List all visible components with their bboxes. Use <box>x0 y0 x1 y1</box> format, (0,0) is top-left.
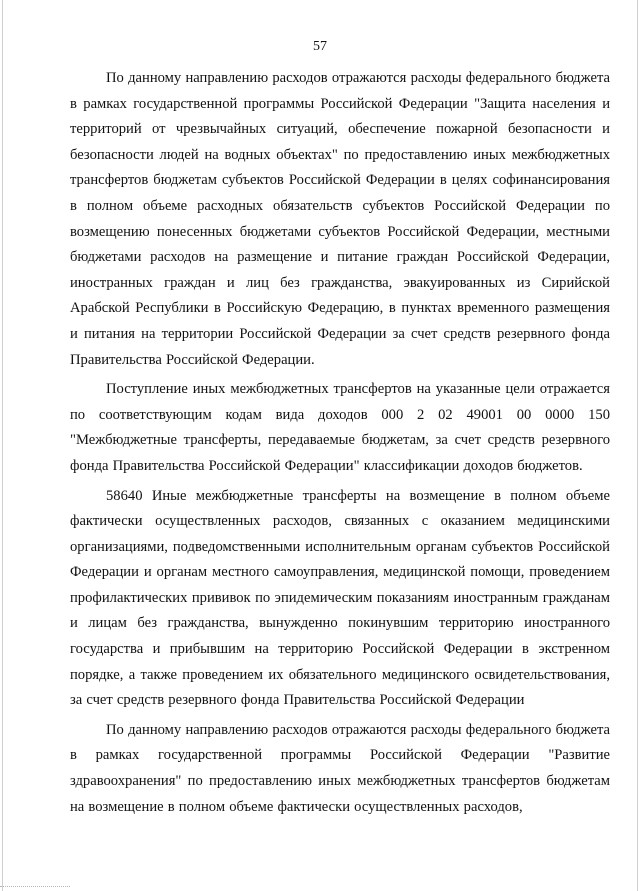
scan-edge-left <box>2 0 3 891</box>
page-number: 57 <box>313 39 327 54</box>
scan-edge-right <box>637 0 638 891</box>
paragraph-1: По данному направлению расходов отражаются расходы федерального бюджета в рамках государственной программы Российской Федерации "Защита населения и территорий от чрезвычайных ситуаций, обеспечение пожарной безопасности и безопасности людей на водных объектах" по предоставлению иных межбюджетных трансфертов бюджетам субъектов Российской Федерации в целях софинансирования в полном объеме расходных обязательств субъектов Российской Федерации по возмещению понесенных бюджетами субъектов Российской Федерации, местными бюджетами расходов на размещение и питание граждан Российской Федерации, иностранных граждан и лиц без гражданства, эвакуированных из Сирийской Арабской Республики в Российскую Федерацию, в пунктах временного размещения и питания на территории Российской Федерации за счет средств резервного фонда Правительства Российской Федерации. <box>70 70 610 368</box>
paragraph-4: По данному направлению расходов отражаются расходы федерального бюджета в рамках государственной программы Российской Федерации "Развитие здравоохранения" по предоставлению иных межбюджетных трансфертов бюджетам на возмещение в полном объеме фактически осуществленных расходов, <box>70 721 610 815</box>
scan-artifact <box>0 885 70 887</box>
document-body <box>70 66 610 824</box>
paragraph-2: Поступление иных межбюджетных трансфертов на указанные цели отражается по соответствующим кодам вида доходов 000 2 02 49001 00 0000 150 "Межбюджетные трансферты, передаваемые бюджетам, за счет средств резервного фонда Правительства Российской Федерации" классификации доходов бюджетов. <box>70 381 610 474</box>
paragraph-3: 58640 Иные межбюджетные трансферты на возмещение в полном объеме фактически осуществленных расходов, связанных с оказанием медицинскими организациями, подведомственными исполнительным органам субъектов Российской Федерации и органам местного самоуправления, медицинской помощи, проведением профилактических прививок по эпидемическим показаниям иностранным гражданам и лицам без гражданства, вынужденно покинувшим территорию иностранного государства и прибывшим на территорию Российской Федерации в экстренном порядке, а также проведением их обязательного медицинского освидетельствования, за счет средств резервного фонда Правительства Российской Федерации <box>70 487 610 709</box>
